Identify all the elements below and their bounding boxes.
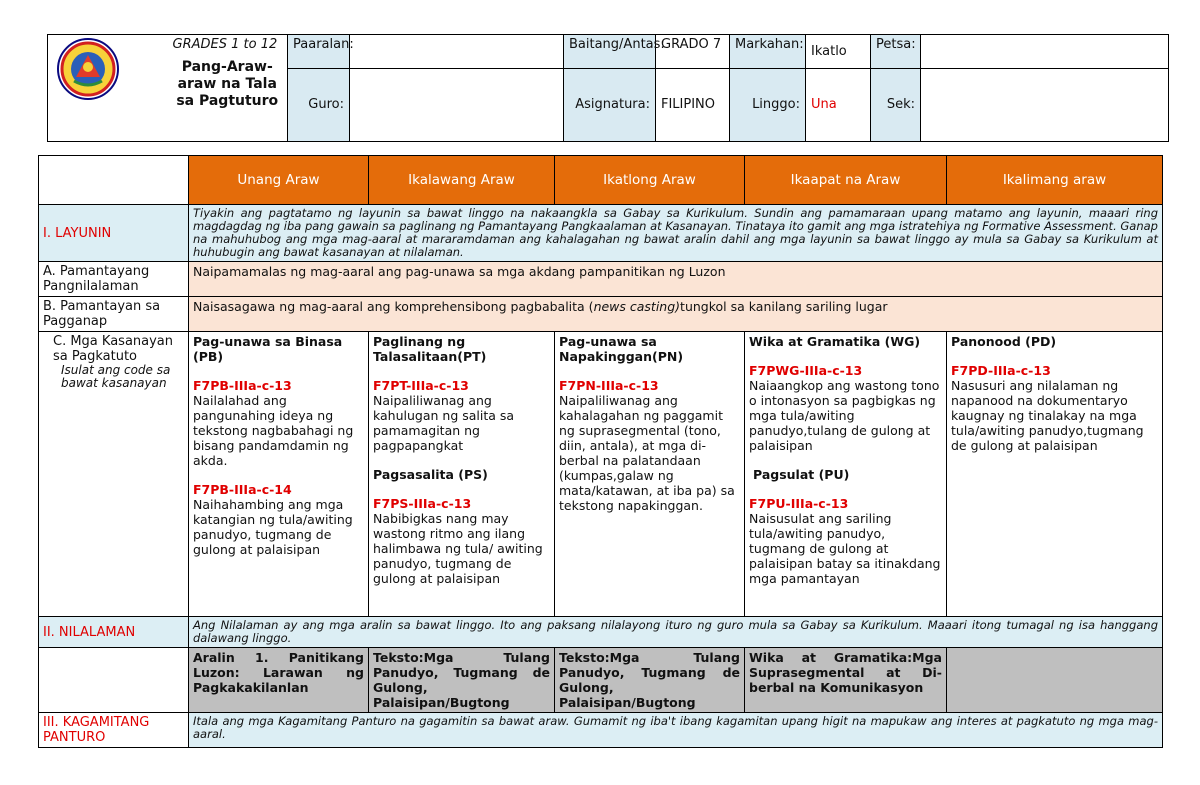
pagganap-text-italic: news casting) (593, 299, 681, 314)
sek-label: Sek: (871, 69, 921, 142)
pagganap-text-start: Naisasagawa ng mag-aaral ang komprehensibong pagbabalita ( (193, 299, 594, 314)
day-header-3: Ikatlong Araw (555, 156, 745, 205)
kagamitan-label: III. KAGAMITANG PANTURO (39, 713, 189, 748)
competency-text: Nabibigkas nang may wastong ritmo ang ilang halimbawa ng tula/ awiting panudyo, tugmang de gulong at palaisipan (373, 511, 543, 586)
lesson-plan-table (38, 155, 1163, 748)
competency-code: F7PN-IIIa-c-13 (559, 378, 659, 393)
pangnilalaman-text[interactable]: Naipamamalas ng mag-aaral ang pag-unawa sa mga akdang pampanitikan ng Luzon (189, 262, 1163, 297)
document-title: Pang-Araw-araw na Tala sa Pagtuturo (176, 59, 279, 109)
nilalaman-day-3[interactable]: Teksto:Mga Tulang Panudyo, Tugmang de Gulong, Palaisipan/Bugtong (555, 648, 745, 713)
pangnilalaman-label: A. Pamantayang Pangnilalaman (39, 262, 189, 297)
markahan-label: Markahan: (730, 35, 806, 69)
day-header-1: Unang Araw (189, 156, 369, 205)
kagamitan-note: Itala ang mga Kagamitang Panturo na gagamitin sa bawat araw. Gumamit ng iba't ibang kagamitan upang higit na mapukaw ang interes at pagkatuto ng mga mag-aaral. (189, 713, 1163, 748)
competency-code: F7PS-IIIa-c-13 (373, 496, 472, 511)
competency-code: F7PB-IIIa-c-14 (193, 482, 292, 497)
competency-title: Panonood (PD) (951, 334, 1057, 349)
nilalaman-day-5[interactable] (947, 648, 1163, 713)
deped-seal-logo (48, 37, 168, 107)
kasanayan-note: Isulat ang code sa bawat kasanayan (61, 363, 171, 390)
competency-text: Naisusulat ang sariling tula/awiting panudyo, tugmang de gulong at palaisipan batay sa itinakdang mga pamantayan (749, 511, 941, 586)
sek-field[interactable] (921, 69, 1169, 142)
competency-text: Naipaliliwanag ang kahalagahan ng paggamit ng suprasegmental (tono, diin, antala), at mga di-berbal na palatandaan (kumpas,galaw ng mata/katawan, at iba pa) sa tekstong napakinggan. (559, 393, 735, 513)
kasanayan-day-4[interactable] (745, 332, 947, 617)
day-header-4: Ikaapat na Araw (745, 156, 947, 205)
guro-field[interactable] (350, 69, 564, 142)
nilalaman-day-2[interactable]: Teksto:Mga Tulang Panudyo, Tugmang de Gulong, Palaisipan/Bugtong (369, 648, 555, 713)
competency-text: Naipaliliwanag ang kahulugan ng salita sa pamamagitan ng pagpapangkat (373, 393, 515, 453)
guro-label: Guro: (288, 69, 350, 142)
pagganap-text-end: tungkol sa kanilang sariling lugar (680, 299, 888, 314)
competency-text: Naiaangkop ang wastong tono o intonasyon sa pagbigkas ng mga tula/awiting panudyo,tulang de gulong at palaisipan (749, 378, 940, 453)
linggo-value[interactable]: Una (806, 69, 871, 142)
day-header-5: Ikalimang araw (947, 156, 1163, 205)
kasanayan-day-2[interactable] (369, 332, 555, 617)
kasanayan-day-3[interactable] (555, 332, 745, 617)
markahan-value[interactable]: Ikatlo (806, 35, 871, 69)
competency-text: Nasusuri ang nilalaman ng napanood na dokumentaryo kaugnay ng tinalakay na mga tula/awiting panudyo,tugmang de gulong at palaisipan (951, 378, 1144, 453)
competency-title: Pag-unawa sa Napakinggan(PN) (559, 334, 684, 364)
competency-text: Nailalahad ang pangunahing ideya ng tekstong nagbabahagi ng bisang pandamdamin ng akda. (193, 393, 354, 468)
header-table (47, 34, 1169, 142)
logo-cell (48, 35, 168, 142)
competency-title: Pagsulat (PU) (753, 467, 850, 482)
competency-code: F7PB-IIIa-c-13 (193, 378, 292, 393)
nilalaman-day-4[interactable]: Wika at Gramatika:Mga Suprasegmental at Di-berbal na Komunikasyon (745, 648, 947, 713)
competency-code: F7PWG-IIIa-c-13 (749, 363, 863, 378)
asignatura-value[interactable]: FILIPINO (656, 69, 730, 142)
baitang-value[interactable]: GRADO 7 (656, 35, 730, 69)
competency-title: Pagsasalita (PS) (373, 467, 488, 482)
kasanayan-cell (39, 332, 189, 617)
paaralan-label: Paaralan: (288, 35, 350, 69)
pagganap-label: B. Pamantayan sa Pagganap (39, 297, 189, 332)
paaralan-field[interactable] (350, 35, 564, 69)
pagganap-text[interactable] (189, 297, 1163, 332)
kasanayan-day-1[interactable] (189, 332, 369, 617)
linggo-label: Linggo: (730, 69, 806, 142)
layunin-label: I. LAYUNIN (39, 205, 189, 262)
grades-label: GRADES 1 to 12 (172, 37, 278, 52)
competency-title: Pag-unawa sa Binasa (PB) (193, 334, 343, 364)
competency-title: Wika at Gramatika (WG) (749, 334, 921, 349)
title-cell (168, 35, 288, 142)
competency-title: Paglinang ng Talasalitaan(PT) (373, 334, 487, 364)
nilalaman-note: Ang Nilalaman ay ang mga aralin sa bawat linggo. Ito ang paksang nilalayong ituro ng guro mula sa Gabay sa Kurikulum. Maaari itong tumagal ng isa hanggang dalawang linggo. (189, 617, 1163, 648)
nilalaman-label: II. NILALAMAN (39, 617, 189, 648)
nilalaman-day-1[interactable]: Aralin 1. Panitikang Luzon: Larawan ng Pagkakakilanlan (189, 648, 369, 713)
corner-cell (39, 156, 189, 205)
petsa-label: Petsa: (871, 35, 921, 69)
day-header-2: Ikalawang Araw (369, 156, 555, 205)
layunin-note: Tiyakin ang pagtatamo ng layunin sa bawat linggo na nakaangkla sa Gabay sa Kurikulum. Sundin ang pamamaraan upang matamo ang layunin, maaari ring magdagdag ng iba pang gawain sa paglinang ng Pamantayang Pangkaalaman at Kasanayan. Tinataya ito gamit ang mga istratehiya ng Formative Assessment. Ganap na mahuhubog ang mga mag-aaral at mararamdaman ang kahalagahan ng bawat aralin dahil ang mga layunin sa bawat linggo ay mula sa Gabay sa Kurikulum at huhubugin ang bawat kasanayan at nilalaman. (189, 205, 1163, 262)
nilalaman-blank (39, 648, 189, 713)
kasanayan-day-5[interactable] (947, 332, 1163, 617)
competency-code: F7PU-IIIa-c-13 (749, 496, 849, 511)
kasanayan-label: C. Mga Kasanayan sa Pagkatuto (53, 334, 174, 364)
baitang-label: Baitang/Antas: (564, 35, 656, 69)
competency-code: F7PT-IIIa-c-13 (373, 378, 469, 393)
competency-text: Naihahambing ang mga katangian ng tula/awiting panudyo, tugmang de gulong at palaisipan (193, 497, 353, 557)
asignatura-label: Asignatura: (564, 69, 656, 142)
competency-code: F7PD-IIIa-c-13 (951, 363, 1051, 378)
petsa-field[interactable] (921, 35, 1169, 69)
